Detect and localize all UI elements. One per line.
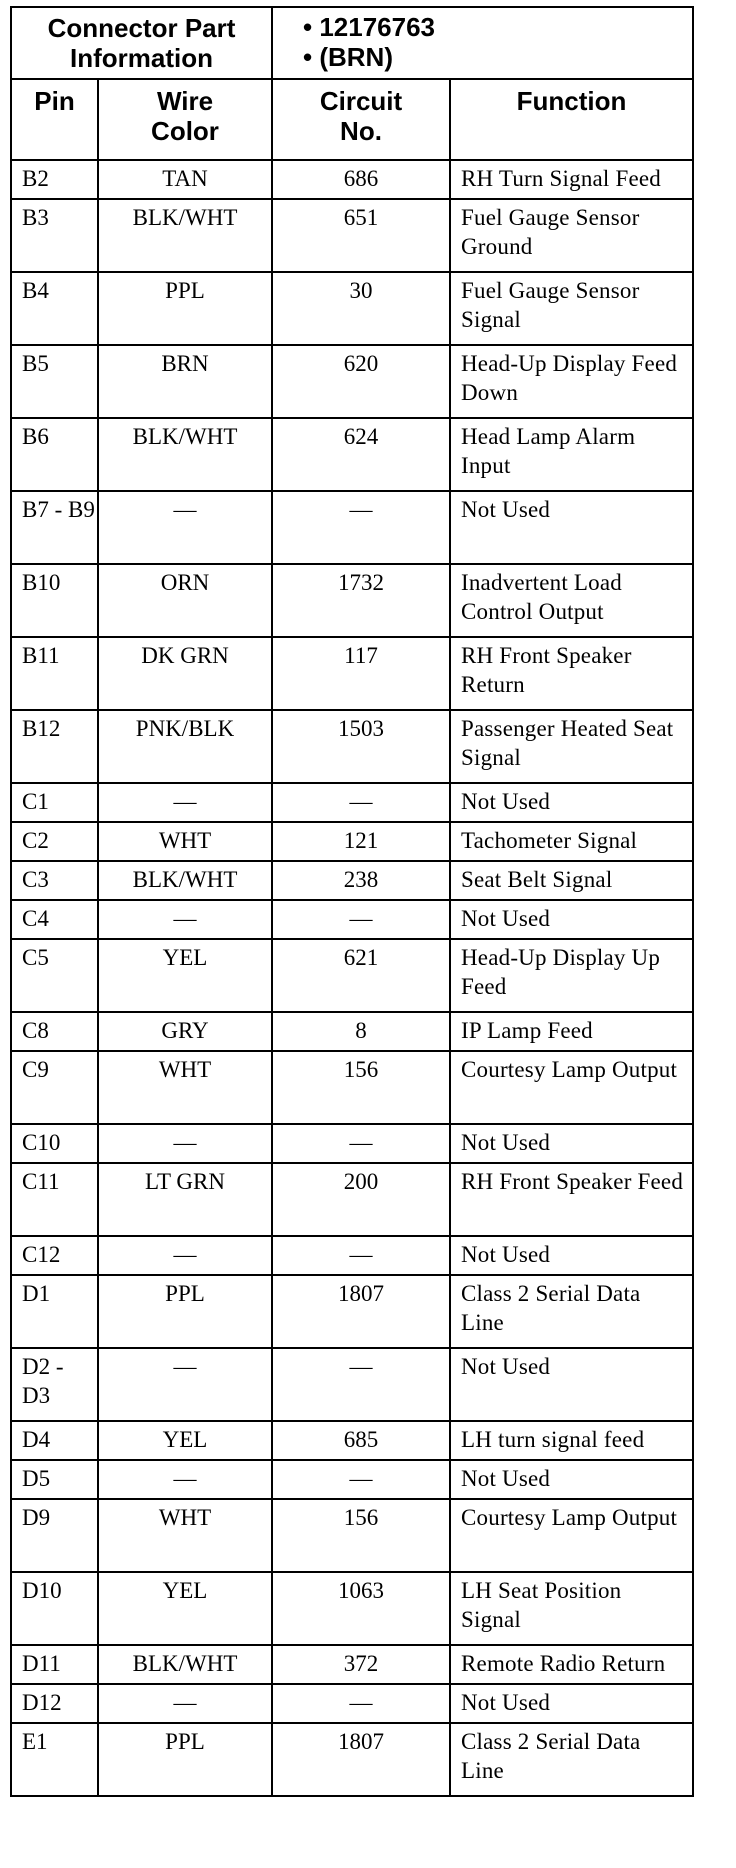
table-row: [11, 1051, 693, 1124]
pin-cell: C5: [11, 939, 98, 1012]
connector-table: [10, 6, 694, 1797]
pin-cell: C3: [11, 861, 98, 900]
circuit-number-cell: 156: [272, 1051, 450, 1124]
column-header-function: Function: [450, 79, 693, 160]
pin-cell: D2 - D3: [11, 1348, 98, 1421]
table-row: [11, 1124, 693, 1163]
connector-part-label-line1: Connector Part: [47, 13, 236, 43]
table-row: [11, 564, 693, 637]
pin-cell: E1: [11, 1723, 98, 1796]
column-header-circuit-no-text: Circuit No.: [319, 86, 403, 146]
function-cell: Not Used: [450, 1236, 693, 1275]
function-cell: Head Lamp Alarm Input: [450, 418, 693, 491]
table-row: [11, 783, 693, 822]
circuit-number-cell: —: [272, 1348, 450, 1421]
connector-part-label-line2: Information: [70, 43, 213, 73]
pin-cell: C10: [11, 1124, 98, 1163]
table-row: [11, 1572, 693, 1645]
circuit-number-cell: 1807: [272, 1723, 450, 1796]
circuit-number-cell: 200: [272, 1163, 450, 1236]
table-row: [11, 1012, 693, 1051]
wire-color-cell: LT GRN: [98, 1163, 272, 1236]
function-cell: Not Used: [450, 491, 693, 564]
wire-color-cell: PPL: [98, 1275, 272, 1348]
wire-color-cell: WHT: [98, 822, 272, 861]
table-row: [11, 1421, 693, 1460]
function-cell: Class 2 Serial Data Line: [450, 1275, 693, 1348]
wire-color-cell: —: [98, 1236, 272, 1275]
table-row: [11, 1645, 693, 1684]
circuit-number-cell: —: [272, 900, 450, 939]
table-row: [11, 272, 693, 345]
pin-cell: D11: [11, 1645, 98, 1684]
wire-color-cell: BLK/WHT: [98, 418, 272, 491]
wire-color-cell: YEL: [98, 1572, 272, 1645]
pin-cell: C4: [11, 900, 98, 939]
function-cell: RH Front Speaker Return: [450, 637, 693, 710]
table-row: [11, 1723, 693, 1796]
wire-color-cell: TAN: [98, 160, 272, 199]
circuit-number-cell: 1503: [272, 710, 450, 783]
table-row: [11, 1275, 693, 1348]
pin-cell: B11: [11, 637, 98, 710]
table-row: [11, 1684, 693, 1723]
function-cell: Not Used: [450, 1124, 693, 1163]
function-cell: Seat Belt Signal: [450, 861, 693, 900]
table-row: [11, 1236, 693, 1275]
table-row: [11, 418, 693, 491]
pin-cell: C8: [11, 1012, 98, 1051]
connector-color: • (BRN): [303, 42, 393, 72]
function-cell: IP Lamp Feed: [450, 1012, 693, 1051]
pin-cell: D4: [11, 1421, 98, 1460]
circuit-number-cell: —: [272, 1236, 450, 1275]
table-row: [11, 710, 693, 783]
table-row: [11, 1499, 693, 1572]
table-row: [11, 199, 693, 272]
pin-cell: C12: [11, 1236, 98, 1275]
table-row: [11, 822, 693, 861]
wire-color-cell: BLK/WHT: [98, 1645, 272, 1684]
circuit-number-cell: 8: [272, 1012, 450, 1051]
wire-color-cell: —: [98, 1460, 272, 1499]
function-cell: Fuel Gauge Sensor Signal: [450, 272, 693, 345]
wire-color-cell: —: [98, 900, 272, 939]
circuit-number-cell: —: [272, 1124, 450, 1163]
function-cell: Not Used: [450, 783, 693, 822]
table-row: [11, 345, 693, 418]
column-header-wire-color: [98, 79, 272, 160]
function-cell: Inadvertent Load Control Output: [450, 564, 693, 637]
pin-cell: C9: [11, 1051, 98, 1124]
wire-color-cell: PPL: [98, 272, 272, 345]
column-header-row: [11, 79, 693, 160]
table-row: [11, 939, 693, 1012]
pin-cell: B10: [11, 564, 98, 637]
circuit-number-cell: 621: [272, 939, 450, 1012]
wire-color-cell: BRN: [98, 345, 272, 418]
circuit-number-cell: 30: [272, 272, 450, 345]
function-cell: Not Used: [450, 1684, 693, 1723]
wire-color-cell: —: [98, 1124, 272, 1163]
function-cell: Head-Up Display Up Feed: [450, 939, 693, 1012]
wire-color-cell: YEL: [98, 1421, 272, 1460]
connector-part-info: [272, 7, 693, 79]
column-header-pin: Pin: [11, 79, 98, 160]
pin-cell: B5: [11, 345, 98, 418]
function-cell: Courtesy Lamp Output: [450, 1051, 693, 1124]
table-row: [11, 637, 693, 710]
function-cell: Fuel Gauge Sensor Ground: [450, 199, 693, 272]
function-cell: LH Seat Position Signal: [450, 1572, 693, 1645]
pin-cell: C1: [11, 783, 98, 822]
pin-cell: C2: [11, 822, 98, 861]
wire-color-cell: PPL: [98, 1723, 272, 1796]
pin-cell: D5: [11, 1460, 98, 1499]
circuit-number-cell: 1807: [272, 1275, 450, 1348]
column-header-wire-color-text: Wire Color: [151, 86, 219, 146]
connector-part-number: • 12176763: [303, 12, 436, 42]
circuit-number-cell: —: [272, 1684, 450, 1723]
function-cell: Head-Up Display Feed Down: [450, 345, 693, 418]
function-cell: Not Used: [450, 1348, 693, 1421]
wire-color-cell: YEL: [98, 939, 272, 1012]
wire-color-cell: WHT: [98, 1051, 272, 1124]
wire-color-cell: BLK/WHT: [98, 199, 272, 272]
pin-cell: C11: [11, 1163, 98, 1236]
function-cell: RH Turn Signal Feed: [450, 160, 693, 199]
circuit-number-cell: —: [272, 1460, 450, 1499]
table-row: [11, 1163, 693, 1236]
circuit-number-cell: —: [272, 491, 450, 564]
circuit-number-cell: 372: [272, 1645, 450, 1684]
wire-color-cell: BLK/WHT: [98, 861, 272, 900]
connector-part-label: [11, 7, 272, 79]
circuit-number-cell: 620: [272, 345, 450, 418]
circuit-number-cell: 686: [272, 160, 450, 199]
wire-color-cell: PNK/BLK: [98, 710, 272, 783]
table-row: [11, 491, 693, 564]
table-row: [11, 1348, 693, 1421]
table-row: [11, 900, 693, 939]
connector-info-row: [11, 7, 693, 79]
wire-color-cell: GRY: [98, 1012, 272, 1051]
wire-color-cell: DK GRN: [98, 637, 272, 710]
table-row: [11, 160, 693, 199]
function-cell: Remote Radio Return: [450, 1645, 693, 1684]
pin-cell: B4: [11, 272, 98, 345]
function-cell: LH turn signal feed: [450, 1421, 693, 1460]
wire-color-cell: WHT: [98, 1499, 272, 1572]
circuit-number-cell: 651: [272, 199, 450, 272]
pin-cell: B12: [11, 710, 98, 783]
function-cell: Tachometer Signal: [450, 822, 693, 861]
pin-cell: B6: [11, 418, 98, 491]
function-cell: Not Used: [450, 1460, 693, 1499]
column-header-circuit-no: [272, 79, 450, 160]
circuit-number-cell: 1063: [272, 1572, 450, 1645]
circuit-number-cell: —: [272, 783, 450, 822]
circuit-number-cell: 624: [272, 418, 450, 491]
pin-cell: B3: [11, 199, 98, 272]
circuit-number-cell: 1732: [272, 564, 450, 637]
pin-cell: B7 - B9: [11, 491, 98, 564]
table-row: [11, 861, 693, 900]
function-cell: Passenger Heated Seat Signal: [450, 710, 693, 783]
pin-cell: D12: [11, 1684, 98, 1723]
circuit-number-cell: 685: [272, 1421, 450, 1460]
pin-cell: D10: [11, 1572, 98, 1645]
wire-color-cell: —: [98, 1684, 272, 1723]
circuit-number-cell: 117: [272, 637, 450, 710]
pin-cell: D1: [11, 1275, 98, 1348]
table-body: [11, 160, 693, 1796]
wire-color-cell: —: [98, 783, 272, 822]
function-cell: Class 2 Serial Data Line: [450, 1723, 693, 1796]
function-cell: Not Used: [450, 900, 693, 939]
circuit-number-cell: 156: [272, 1499, 450, 1572]
wire-color-cell: ORN: [98, 564, 272, 637]
function-cell: RH Front Speaker Feed: [450, 1163, 693, 1236]
pin-cell: B2: [11, 160, 98, 199]
table-row: [11, 1460, 693, 1499]
circuit-number-cell: 238: [272, 861, 450, 900]
function-cell: Courtesy Lamp Output: [450, 1499, 693, 1572]
circuit-number-cell: 121: [272, 822, 450, 861]
wire-color-cell: —: [98, 491, 272, 564]
wire-color-cell: —: [98, 1348, 272, 1421]
pin-cell: D9: [11, 1499, 98, 1572]
